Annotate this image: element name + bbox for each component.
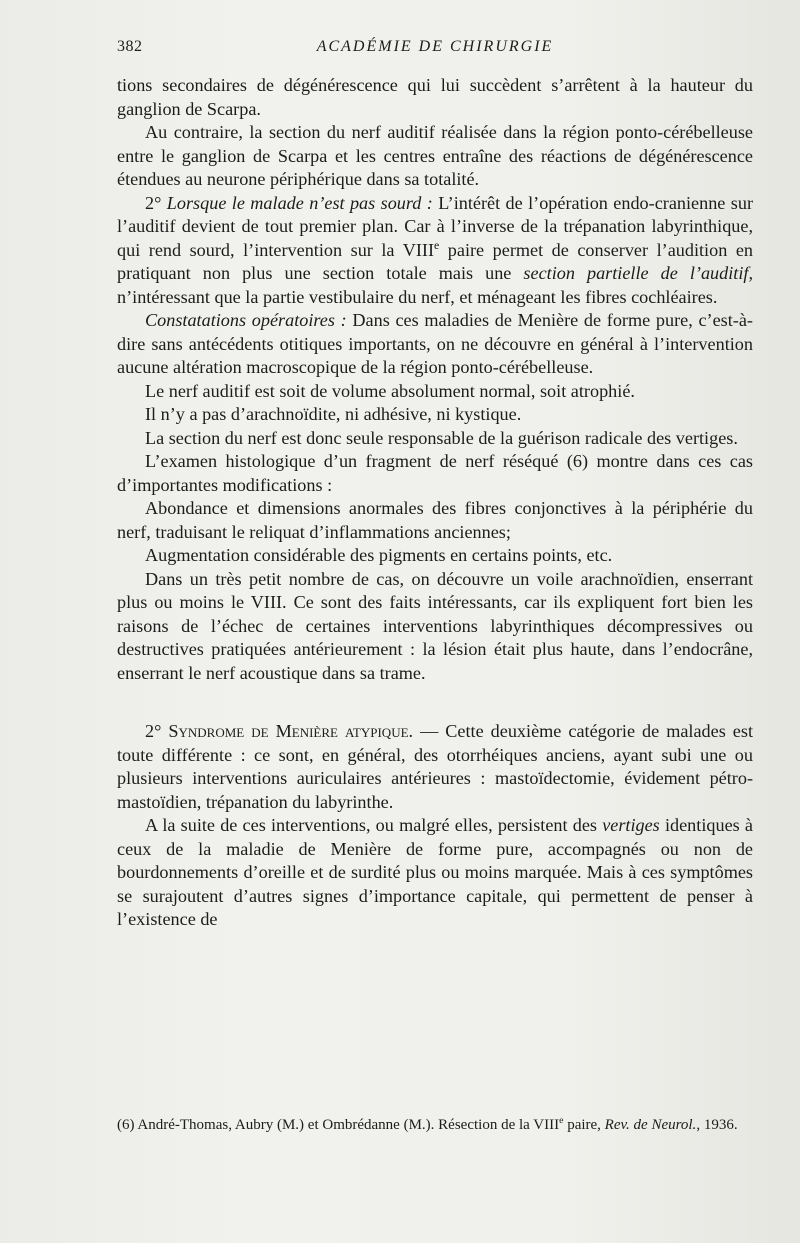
- paragraph-10: Augmentation considérable des pigments en certains points, etc.: [145, 545, 613, 565]
- paragraph-13-text-a: A la suite de ces interventions, ou malgré elles, persistent des: [145, 815, 603, 835]
- page-number: 382: [117, 38, 143, 55]
- paragraph-4-italic: Constatations opératoires :: [145, 310, 347, 330]
- paragraph-4-text: Dans ces maladies de Menière de forme pure, c’est-à-dire sans antécédents otitiques importants, on ne découvre en général à l’intervention aucune altération macroscopique de la région ponto-cérébelleuse.: [117, 310, 753, 377]
- paragraph-5: Le nerf auditif est soit de volume absolument normal, soit atrophié.: [145, 380, 635, 401]
- body-text: [117, 74, 753, 932]
- paragraph-3-italic-2: section partielle de l’auditif,: [523, 263, 753, 283]
- footnote-6: [117, 1116, 753, 1135]
- paragraph-2: Au contraire, la section du nerf auditif réalisée dans la région ponto-cérébelleuse entre le ganglion de Scarpa et les centres entraîne des réactions de dégénérescence étendues au neurone périphérique dans sa totalité.: [117, 122, 753, 189]
- paragraph-11: Dans un très petit nombre de cas, on découvre un voile arachnoïdien, enserrant plus ou moins le VIII. Ce sont des faits intéressants, car ils expliquent fort bien les raisons de l’échec de certaines interventions labyrinthiques décompressives ou destructives pratiquées antérieurement : la lésion était plus haute, dans l’endocrâne, enserrant le nerf acoustique dans sa trame.: [117, 568, 753, 683]
- paragraph-12-lead: 2°: [145, 721, 169, 741]
- page-header: [117, 38, 753, 60]
- paragraph-3-text-c: n’intéressant que la partie vestibulaire du nerf, et ménageant les fibres cochléaires.: [117, 286, 718, 307]
- paragraph-13: [117, 814, 753, 932]
- paragraph-13-italic: vertiges: [602, 815, 660, 835]
- paragraph-1: tions secondaires de dégénérescence qui lui succèdent s’arrêtent à la hauteur du ganglion de Scarpa.: [117, 75, 753, 119]
- running-head: ACADÉMIE DE CHIRURGIE: [316, 38, 554, 55]
- paragraph-3-text-b: paire permet de conserver l’audition en pratiquant non plus une section totale mais une: [117, 239, 753, 283]
- paragraph-13-text-b: identiques à ceux de la maladie de Menière de forme pure, accompagnés ou non de bourdonnements d’oreille et de surdité plus ou moins marquée. Mais à ces symptômes se surajoutent d’autres signes d’importance capitale, qui permettent de penser à l’existence de: [117, 815, 753, 929]
- paragraph-8: L’examen histologique d’un fragment de nerf réséqué (6) montre dans ces cas d’importantes modifications :: [117, 451, 753, 495]
- section-heading: Syndrome de Menière atypique.: [168, 721, 414, 741]
- paragraph-9: Abondance et dimensions anormales des fibres conjonctives à la périphérie du nerf, traduisant le reliquat d’inflammations anciennes;: [117, 498, 753, 542]
- footnote-journal: Rev. de Neurol.: [604, 1117, 697, 1133]
- paragraph-12: [117, 720, 753, 814]
- footnote: [117, 1116, 753, 1135]
- paragraph-3-text-a: L’intérêt de l’opération endo-cranienne sur l’auditif devient de tout premier plan. Car à l’inverse de la trépanation labyrinthique, qui rend sourd, l’intervention sur la VIII: [117, 192, 753, 260]
- paragraph-3-sup: e: [434, 237, 440, 252]
- paragraph-6: Il n’y a pas d’arachnoïdite, ni adhésive, ni kystique.: [145, 404, 522, 424]
- paragraph-12-text: — Cette deuxième catégorie de malades est toute différente : ce sont, en général, des otorrhéiques anciens, ayant subi une ou plusieurs interventions auriculaires antérieures : mastoïdectomie, évidement pétro-mastoïdien, trépanation du labyrinthe.: [117, 721, 754, 812]
- paragraph-3: [117, 192, 753, 310]
- footnote-sup: e: [559, 1115, 564, 1126]
- paragraph-3-italic: Lorsque le malade n’est pas sourd :: [166, 192, 433, 213]
- paragraph-4: [117, 309, 753, 380]
- footnote-text-b: paire,: [563, 1117, 605, 1133]
- footnote-text-a: (6) André-Thomas, Aubry (M.) et Ombrédanne (M.). Résection de la VIII: [117, 1117, 560, 1133]
- paragraph-3-lead: 2°: [145, 192, 167, 213]
- footnote-text-c: , 1936.: [696, 1117, 738, 1133]
- paragraph-7: La section du nerf est donc seule responsable de la guérison radicale des vertiges.: [145, 427, 738, 448]
